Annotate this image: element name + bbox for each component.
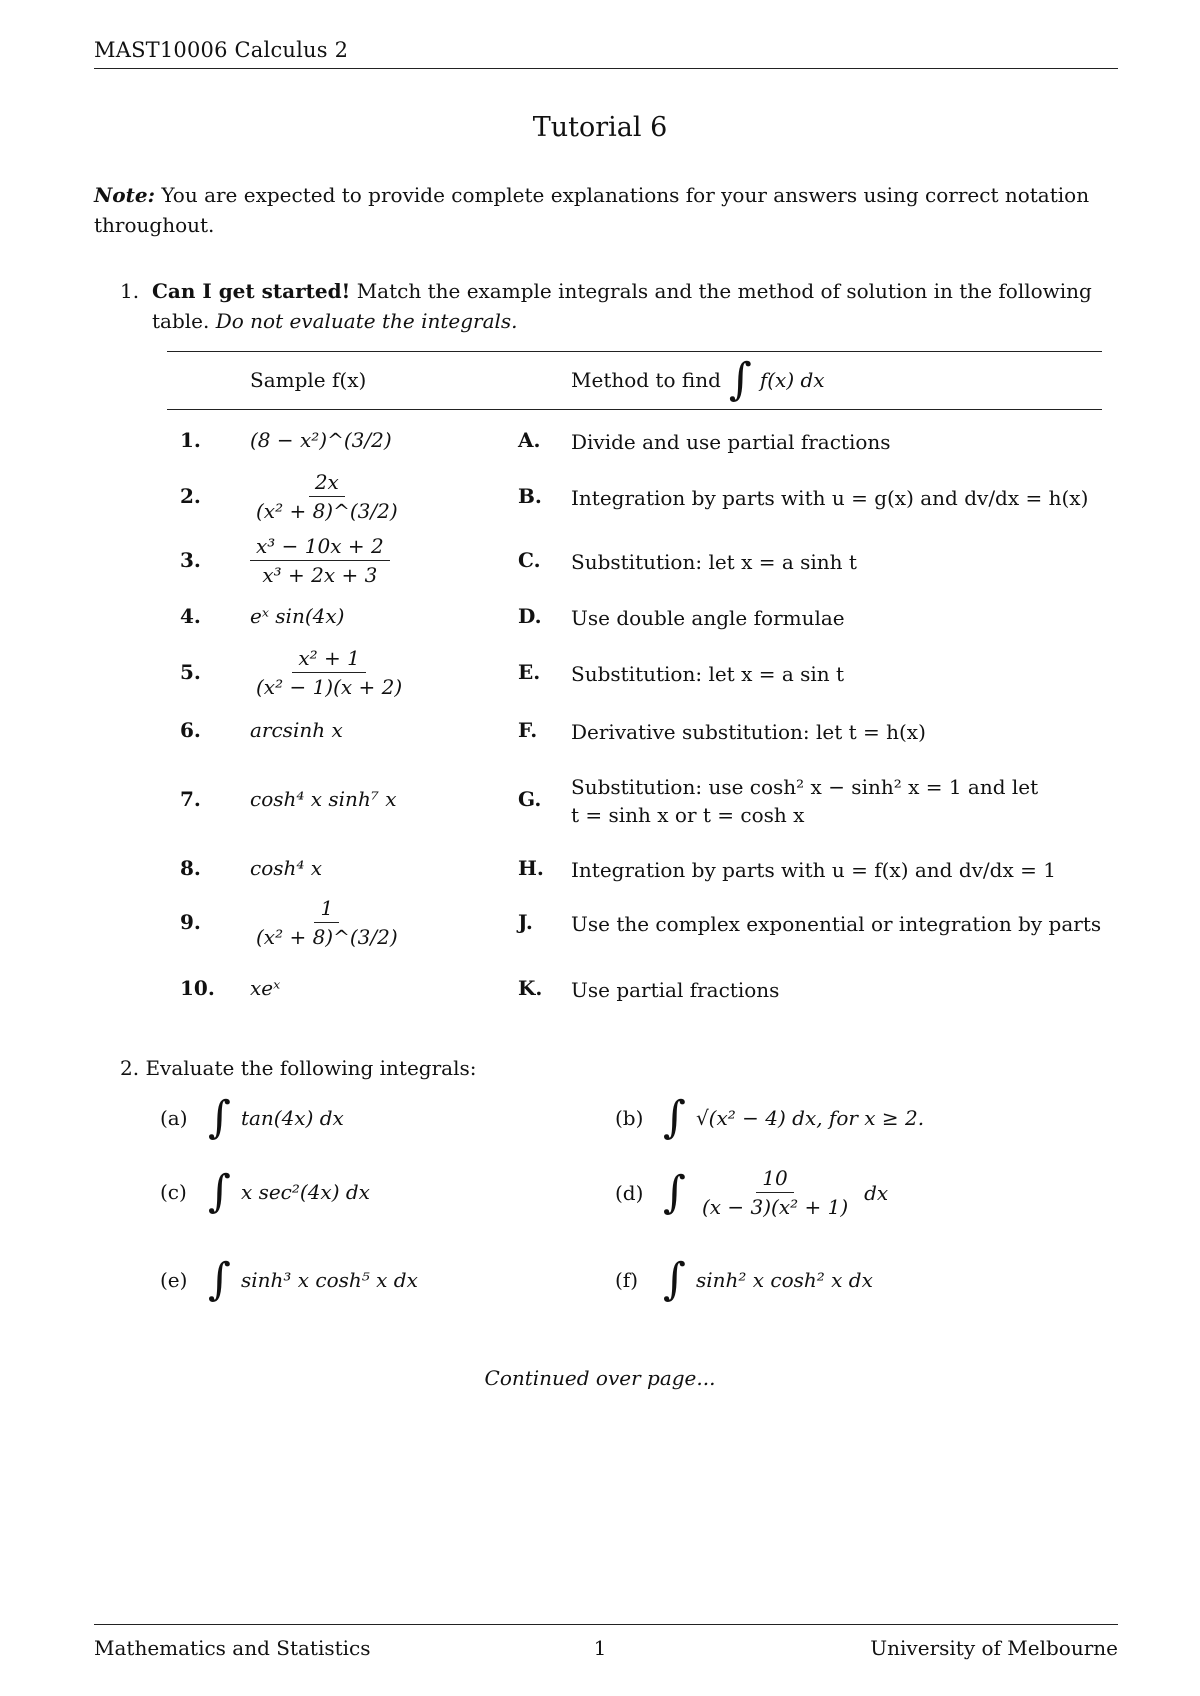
- question-1-number: 1.: [120, 279, 140, 303]
- question-2: [120, 1056, 477, 1080]
- integral-part-f: [615, 1254, 873, 1305]
- question-1-lead: Can I get started!: [152, 279, 351, 303]
- sample-function: cosh⁴ x: [250, 856, 323, 880]
- fraction-numerator: x³ − 10x + 2: [250, 534, 390, 561]
- method-text: Integration by parts with u = g(x) and dv/dx = h(x): [571, 486, 1089, 510]
- column-header-method-integrand: f(x) dx: [759, 368, 825, 392]
- row-number: 4.: [180, 604, 201, 628]
- column-header-method-prefix: Method to find: [571, 368, 721, 392]
- page-number: 1: [593, 1636, 607, 1660]
- row-number: 5.: [180, 660, 201, 684]
- row-number: 2.: [180, 484, 201, 508]
- integral-fraction: [696, 1166, 854, 1219]
- footer-university: University of Melbourne: [870, 1636, 1118, 1660]
- method-letter: D.: [518, 604, 542, 628]
- method-letter: C.: [518, 548, 541, 572]
- integral-part-d: [615, 1166, 888, 1219]
- method-letter: K.: [518, 976, 543, 1000]
- note-label: Note:: [94, 183, 155, 207]
- part-label: (a): [160, 1106, 188, 1130]
- integral-differential: dx: [864, 1180, 889, 1205]
- method-text: Substitution: let x = a sin t: [571, 662, 845, 686]
- method-letter: B.: [518, 484, 542, 508]
- method-letter: J.: [518, 910, 533, 934]
- integral-sign-icon: ∫: [208, 1092, 231, 1143]
- integral-part-c: [160, 1166, 370, 1217]
- fraction-numerator: x² + 1: [292, 646, 366, 673]
- integral-expression: x sec²(4x) dx: [240, 1180, 370, 1204]
- part-label: (b): [615, 1106, 644, 1130]
- method-letter: E.: [518, 660, 541, 684]
- part-label: (f): [615, 1268, 639, 1292]
- integral-sign-icon: ∫: [663, 1254, 686, 1305]
- integral-expression: √(x² − 4) dx, for x ≥ 2.: [695, 1106, 925, 1130]
- column-header-method: [571, 350, 825, 410]
- course-header: MAST10006 Calculus 2: [94, 38, 349, 62]
- question-2-text: Evaluate the following integrals:: [145, 1056, 477, 1080]
- method-text: Use partial fractions: [571, 978, 780, 1002]
- row-number: 1.: [180, 428, 201, 452]
- row-number: 8.: [180, 856, 201, 880]
- footer-department: Mathematics and Statistics: [94, 1636, 371, 1660]
- row-number: 6.: [180, 718, 201, 742]
- sample-function-fraction: [250, 896, 404, 949]
- row-number: 7.: [180, 787, 201, 811]
- integral-expression: sinh² x cosh² x dx: [695, 1268, 873, 1292]
- integral-expression: sinh³ x cosh⁵ x dx: [240, 1268, 418, 1292]
- row-number: 3.: [180, 548, 201, 572]
- method-letter: F.: [518, 718, 538, 742]
- footer-rule: [94, 1624, 1118, 1625]
- sample-function: xeˣ: [250, 976, 281, 1000]
- method-letter: G.: [518, 787, 542, 811]
- continued-note: Continued over page...: [484, 1366, 716, 1390]
- part-label: (d): [615, 1180, 644, 1205]
- fraction-denominator: (x − 3)(x² + 1): [701, 1195, 849, 1219]
- integral-expression: tan(4x) dx: [240, 1106, 344, 1130]
- fraction-denominator: (x² + 8)^(3/2): [256, 925, 398, 949]
- method-text: Integration by parts with u = f(x) and dv/dx = 1: [571, 858, 1056, 882]
- integral-sign-icon: ∫: [208, 1254, 231, 1305]
- row-number: 10.: [180, 976, 215, 1000]
- sample-function-fraction: [250, 534, 390, 587]
- tutorial-title: Tutorial 6: [532, 112, 668, 143]
- part-label: (c): [160, 1180, 187, 1204]
- row-number: 9.: [180, 910, 201, 934]
- question-1-text: Match the example integrals and the method of solution in the following table.: [152, 279, 1092, 333]
- integral-sign-icon: ∫: [728, 354, 752, 405]
- fraction-numerator: 2x: [309, 470, 345, 497]
- note-paragraph: [94, 180, 1118, 240]
- integral-sign-icon: ∫: [663, 1166, 686, 1218]
- column-header-sample: Sample f(x): [250, 368, 367, 392]
- question-1-body: [152, 276, 1120, 336]
- method-text: Derivative substitution: let t = h(x): [571, 720, 926, 744]
- method-text: Substitution: use cosh² x − sinh² x = 1 and let t = sinh x or t = cosh x: [571, 775, 1039, 827]
- fraction-numerator: 10: [756, 1166, 793, 1193]
- method-letter: A.: [518, 428, 541, 452]
- question-1-instruction: Do not evaluate the integrals.: [215, 309, 518, 333]
- fraction-denominator: x³ + 2x + 3: [262, 563, 378, 587]
- integral-sign-icon: ∫: [208, 1166, 231, 1217]
- fraction-numerator: 1: [314, 896, 339, 923]
- question-1: [120, 276, 1120, 336]
- sample-function: (8 − x²)^(3/2): [250, 428, 392, 452]
- method-letter: H.: [518, 856, 544, 880]
- note-text: You are expected to provide complete explanations for your answers using correct notation throughout.: [94, 183, 1090, 237]
- fraction-denominator: (x² + 8)^(3/2): [256, 499, 398, 523]
- integral-part-e: [160, 1254, 418, 1305]
- sample-function: cosh⁴ x sinh⁷ x: [250, 787, 397, 811]
- sample-function-fraction: [250, 470, 404, 523]
- integral-part-b: [615, 1092, 925, 1143]
- sample-function: eˣ sin(4x): [250, 604, 345, 628]
- method-text: Divide and use partial fractions: [571, 430, 891, 454]
- part-label: (e): [160, 1268, 188, 1292]
- method-text: Use the complex exponential or integration by parts: [571, 912, 1102, 936]
- sample-function: arcsinh x: [250, 718, 343, 742]
- fraction-denominator: (x² − 1)(x + 2): [256, 675, 403, 699]
- sample-function-fraction: [250, 646, 408, 699]
- integral-sign-icon: ∫: [663, 1092, 686, 1143]
- header-rule: [94, 68, 1118, 69]
- question-2-number: 2.: [120, 1056, 140, 1080]
- method-text: Use double angle formulae: [571, 606, 845, 630]
- integral-part-a: [160, 1092, 344, 1143]
- method-text: Substitution: let x = a sinh t: [571, 550, 857, 574]
